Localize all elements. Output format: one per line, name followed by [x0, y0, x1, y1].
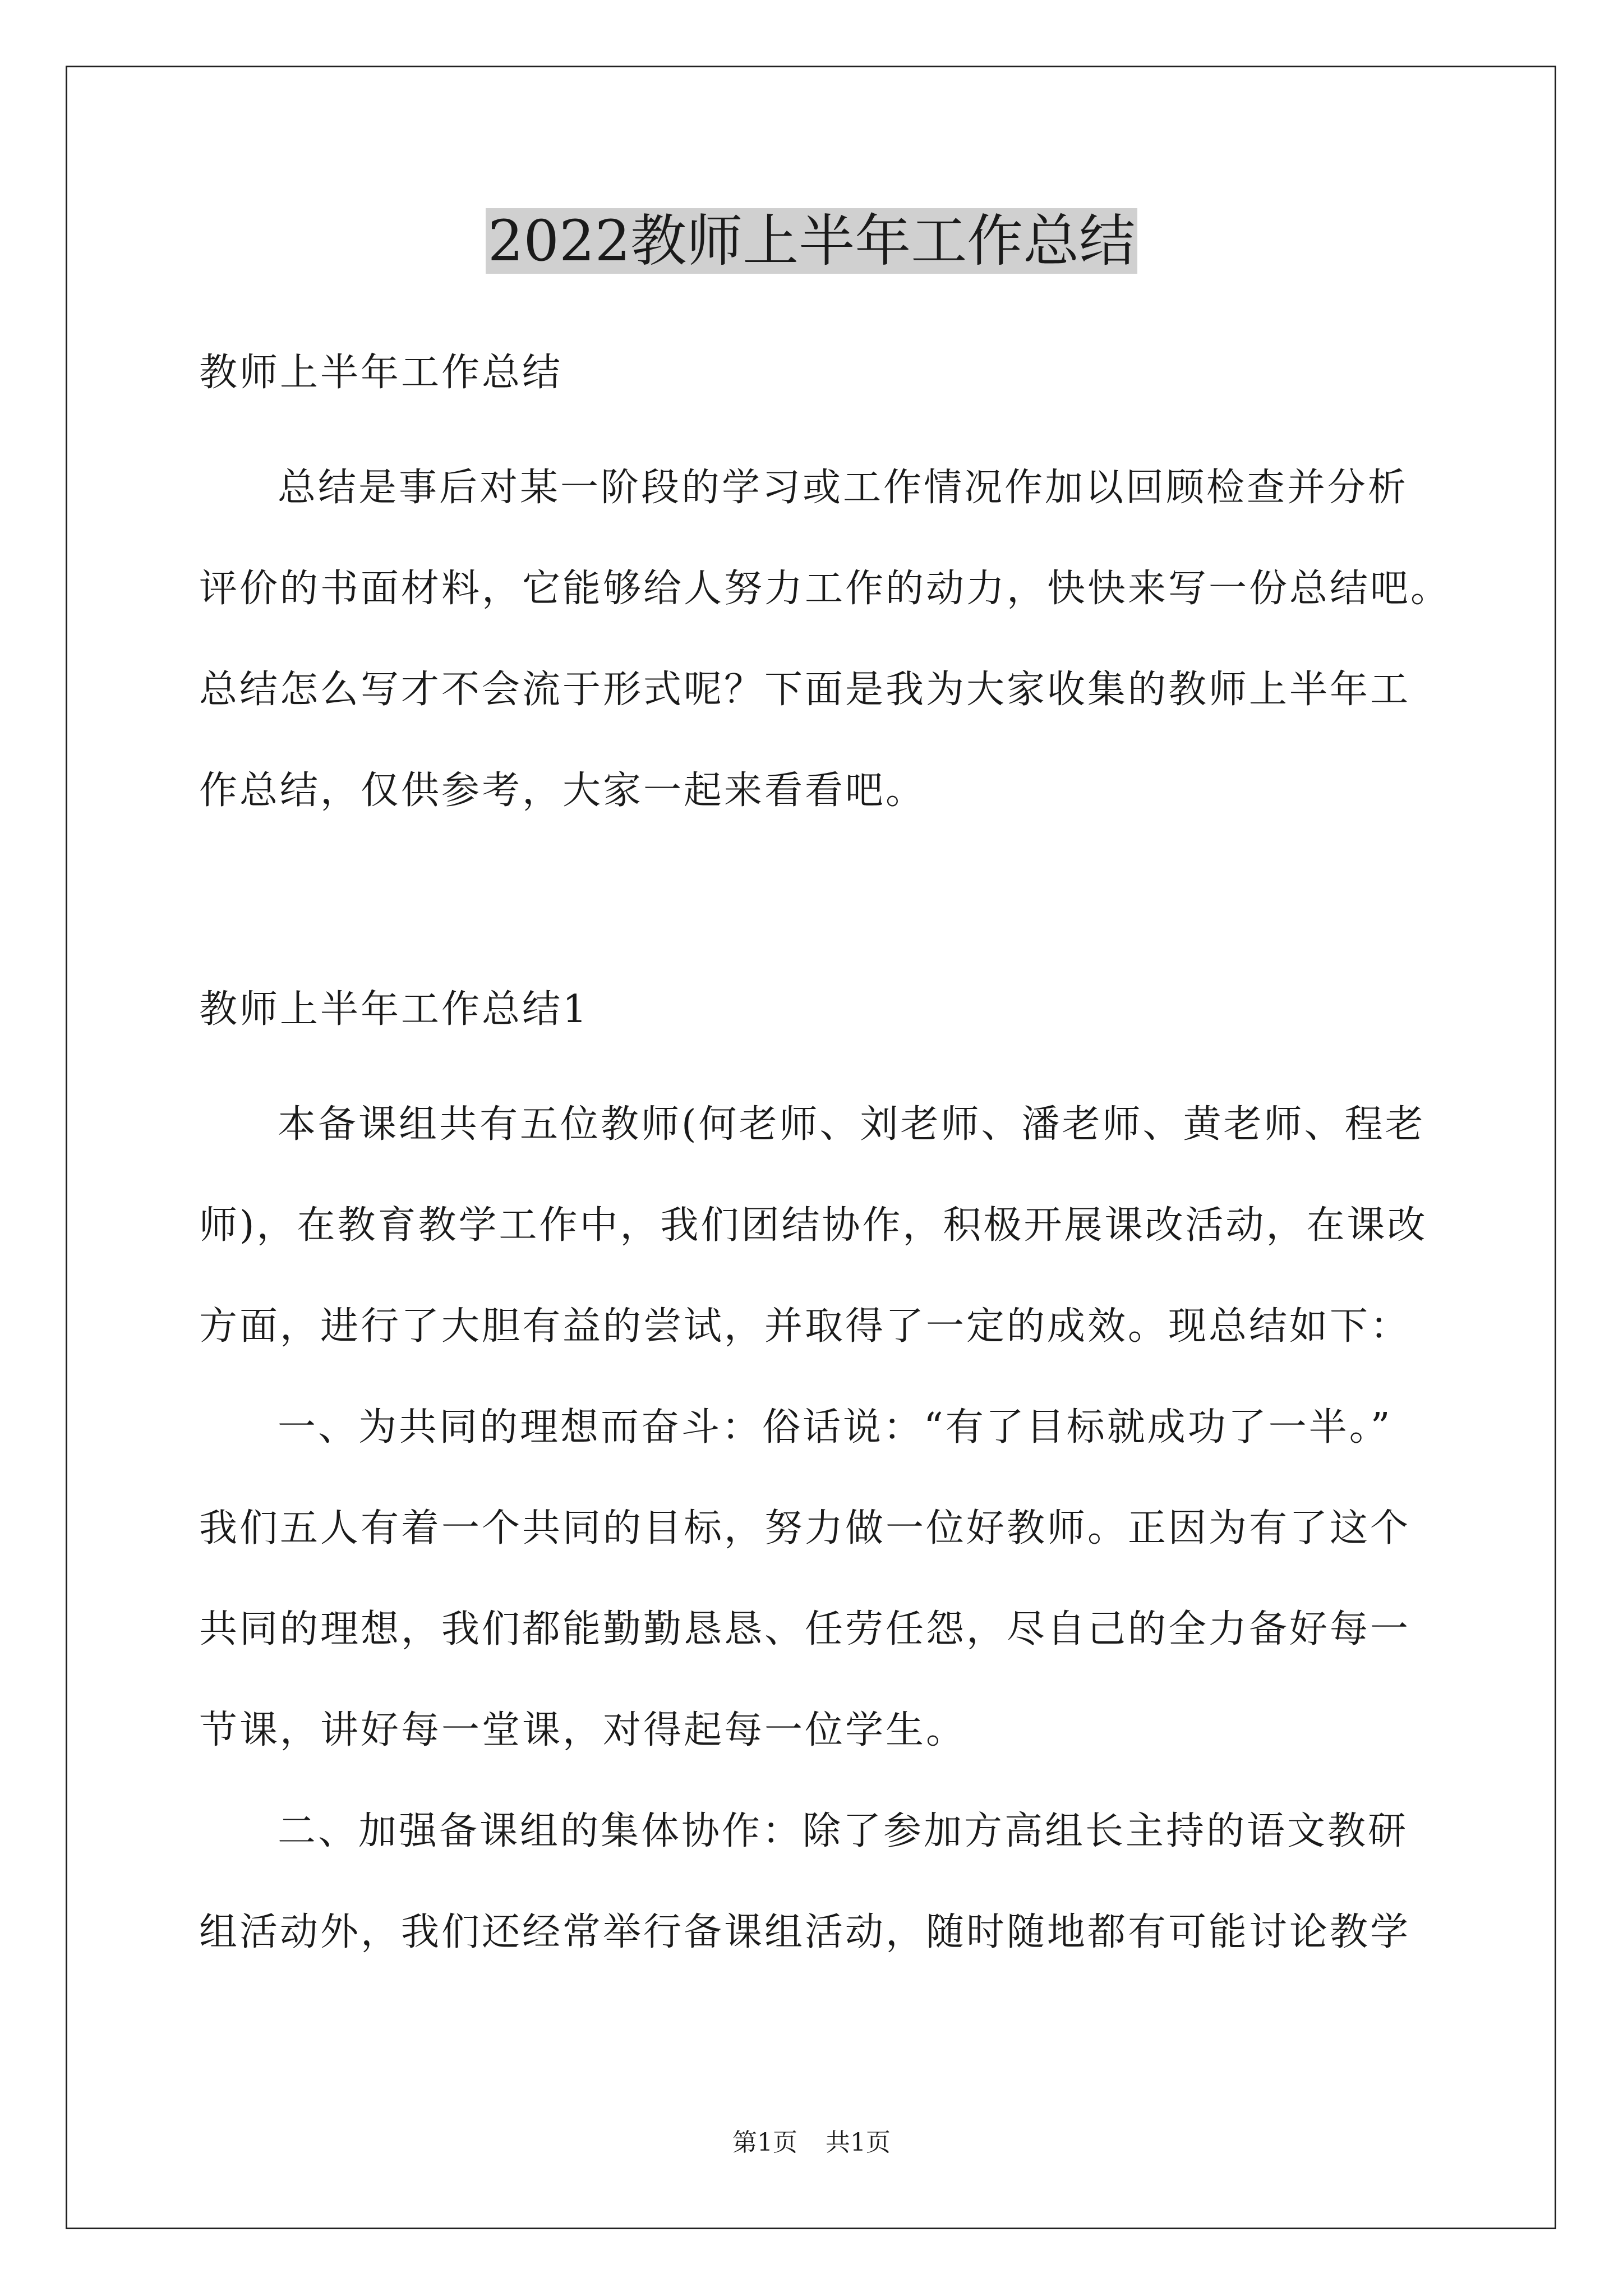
paragraph-line: 评价的书面材料，它能够给人努力工作的动力，快快来写一份总结吧。	[199, 567, 1451, 611]
page-total: 共1页	[826, 2128, 891, 2157]
paragraph-line: 总结怎么写才不会流于形式呢？下面是我为大家收集的教师上半年工	[199, 668, 1411, 712]
paragraph-line: 作总结，仅供参考，大家一起来看看吧。	[199, 769, 926, 813]
paragraph-line: 一、为共同的理想而奋斗：俗话说：“有了目标就成功了一半。”	[278, 1405, 1393, 1450]
section-heading: 教师上半年工作总结1	[199, 987, 589, 1032]
paragraph-line: 节课，讲好每一堂课，对得起每一位学生。	[199, 1708, 967, 1752]
paragraph-line: 本备课组共有五位教师(何老师、刘老师、潘老师、黄老师、程老	[278, 1102, 1426, 1147]
paragraph-line: 二、加强备课组的集体协作：除了参加方高组长主持的语文教研	[278, 1809, 1409, 1853]
section-heading: 教师上半年工作总结	[199, 351, 563, 395]
paragraph-line: 我们五人有着一个共同的目标，努力做一位好教师。正因为有了这个	[199, 1506, 1411, 1550]
page-number: 第1页	[732, 2128, 797, 2157]
paragraph-line: 师)，在教育教学工作中，我们团结协作，积极开展课改活动，在课改	[199, 1203, 1428, 1248]
paragraph-line: 方面，进行了大胆有益的尝试，并取得了一定的成效。现总结如下：	[199, 1304, 1411, 1349]
paragraph-line: 组活动外，我们还经常举行备课组活动，随时随地都有可能讨论教学	[199, 1910, 1411, 1954]
page-footer	[0, 2126, 1623, 2160]
document-title: 2022教师上半年工作总结	[0, 202, 1623, 280]
paragraph-line: 共同的理想，我们都能勤勤恳恳、任劳任怨，尽自己的全力备好每一	[199, 1607, 1411, 1651]
paragraph-line: 总结是事后对某一阶段的学习或工作情况作加以回顾检查并分析	[278, 466, 1409, 510]
